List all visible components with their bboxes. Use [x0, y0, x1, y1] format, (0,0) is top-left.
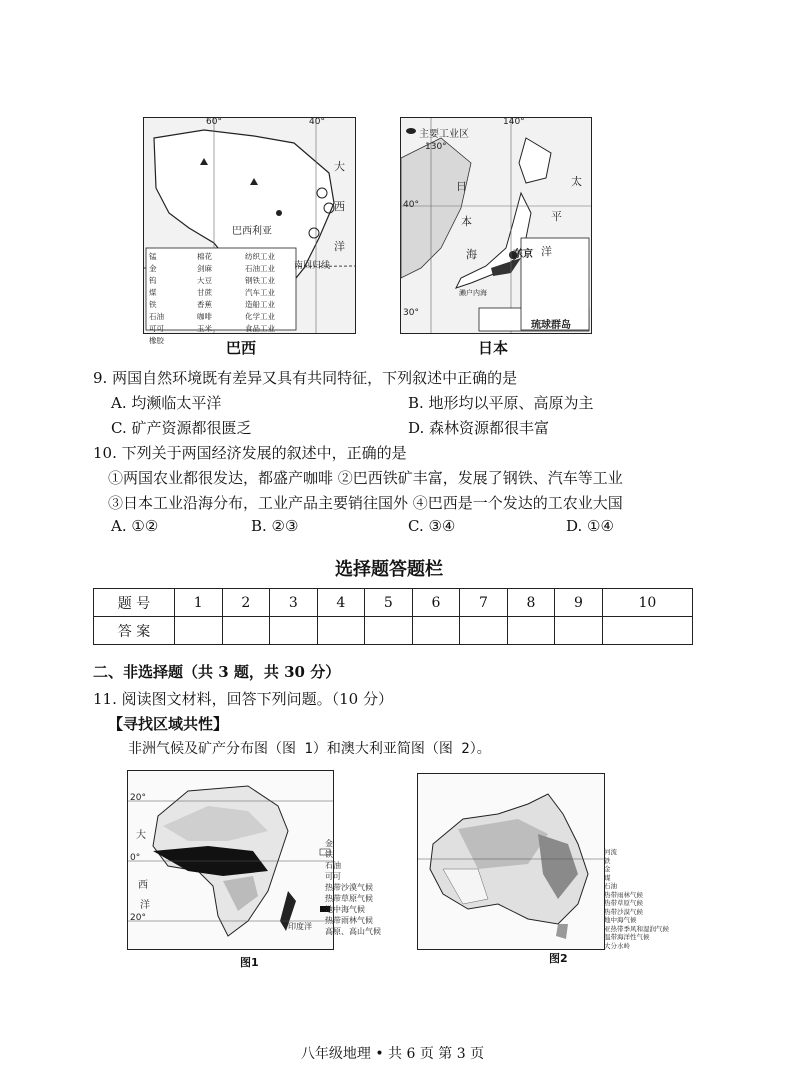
- q10-line2: ③日本工业沿海分布，工业产品主要销往国外 ④巴西是一个发达的工农业大国: [108, 494, 623, 512]
- japan-sea-2: 本: [461, 215, 472, 228]
- q10-stem: 10. 下列关于两国经济发展的叙述中，正确的是: [93, 444, 407, 462]
- africa-ocean-2: 西: [138, 880, 148, 891]
- q9-option-a: A. 均濒临太平洋: [111, 394, 222, 412]
- legend-item: 橡胶: [149, 336, 164, 345]
- answer-cell[interactable]: [507, 617, 555, 645]
- australia-caption: 图2: [549, 952, 568, 965]
- africa-indian-ocean: 印度洋: [288, 922, 312, 931]
- japan-lat-30: 30°: [403, 308, 419, 318]
- legend-item: 玉米: [197, 324, 212, 333]
- legend-item: 棉花: [197, 252, 212, 261]
- legend-item: 热带雨林气候: [325, 916, 373, 925]
- question-number: 8: [507, 589, 555, 617]
- africa-lat-3: 20°: [130, 913, 146, 923]
- q9-option-b: B. 地形均以平原、高原为主: [408, 394, 594, 412]
- answer-cell[interactable]: [555, 617, 603, 645]
- brazil-capital: 巴西利亚: [232, 222, 272, 237]
- japan-ocean-1: 太: [571, 175, 582, 188]
- brazil-ocean-2: 西: [334, 200, 345, 213]
- table-row: [94, 617, 693, 645]
- legend-item: 化学工业: [245, 312, 275, 321]
- japan-lon-140: 140°: [503, 117, 525, 127]
- legend-item: 汽车工业: [245, 288, 275, 297]
- japan-ryukyu: 琉球群岛: [531, 320, 571, 331]
- legend-item: 可可: [325, 872, 341, 881]
- japan-legend-title: 主要工业区: [419, 129, 469, 140]
- legend-item: 造船工业: [245, 300, 275, 309]
- row-label-answer: 答 案: [94, 617, 175, 645]
- africa-map: [127, 770, 334, 950]
- legend-item: 咖啡: [197, 312, 212, 321]
- answer-table-title: 选择题答题栏: [335, 559, 443, 580]
- legend-item: 铁: [325, 850, 333, 859]
- question-number: 7: [460, 589, 508, 617]
- answer-cell[interactable]: [412, 617, 460, 645]
- japan-ocean-2: 平: [551, 210, 562, 223]
- brazil-lon-60: 60°: [206, 117, 222, 127]
- japan-sea-3: 海: [466, 248, 477, 261]
- africa-ocean-3: 洋: [140, 900, 150, 911]
- q11-stem: 11. 阅读图文材料，回答下列问题。（10 分）: [93, 690, 393, 708]
- brazil-legend: [149, 251, 294, 346]
- legend-item: 温带海洋性气候: [604, 933, 650, 941]
- answer-cell[interactable]: [460, 617, 508, 645]
- brazil-tropic: 南回归线: [294, 261, 331, 271]
- legend-item: 热带草原气候: [604, 899, 643, 907]
- japan-map: [400, 117, 592, 334]
- japan-inland-sea: 濑户内海: [459, 289, 487, 297]
- row-label-number: 题 号: [94, 589, 175, 617]
- japan-ocean-3: 洋: [541, 245, 552, 258]
- japan-lon-130: 130°: [425, 142, 447, 152]
- legend-item: 热带沙漠气候: [325, 883, 373, 892]
- brazil-ocean-1: 大: [334, 160, 345, 173]
- q9-option-d: D. 森林资源都很丰富: [408, 419, 550, 437]
- legend-item: 甘蔗: [197, 288, 212, 297]
- brazil-lon-40: 40°: [309, 117, 325, 127]
- legend-item: 大豆: [197, 276, 212, 285]
- legend-item: 铁: [149, 300, 157, 309]
- legend-item: 河流: [604, 848, 617, 856]
- question-number: 2: [222, 589, 270, 617]
- africa-ocean-1: 大: [136, 830, 146, 841]
- question-number: 4: [317, 589, 365, 617]
- legend-item: 地中海气候: [604, 916, 637, 924]
- japan-lat-40: 40°: [403, 200, 419, 210]
- africa-legend: [325, 838, 381, 937]
- question-number: 6: [412, 589, 460, 617]
- answer-cell[interactable]: [175, 617, 223, 645]
- legend-item: 石油工业: [245, 264, 275, 273]
- answer-cell[interactable]: [270, 617, 318, 645]
- australia-legend: [604, 848, 669, 950]
- africa-lat-1: 20°: [130, 793, 146, 803]
- brazil-ocean-3: 洋: [334, 240, 345, 253]
- africa-caption: 图1: [240, 956, 259, 969]
- legend-item: 地中海气候: [325, 905, 365, 914]
- q11-description: 非洲气候及矿产分布图（图 1）和澳大利亚简图（图 2）。: [128, 741, 491, 757]
- page-footer: 八年级地理 • 共 6 页 第 3 页: [300, 1046, 485, 1062]
- legend-item: 热带沙漠气候: [604, 907, 643, 916]
- question-number: 3: [270, 589, 318, 617]
- japan-sea-1: 日: [456, 180, 467, 193]
- legend-item: 钢铁工业: [245, 276, 275, 285]
- q10-option-a: A. ①②: [111, 517, 159, 535]
- legend-item: 可可: [149, 324, 164, 333]
- q10-option-d: D. ①④: [566, 517, 614, 535]
- legend-item: 铁: [604, 856, 611, 865]
- africa-lat-2: 0°: [130, 853, 141, 863]
- brazil-caption: 巴西: [226, 339, 257, 357]
- question-number: 5: [365, 589, 413, 617]
- legend-item: 锰: [149, 252, 157, 261]
- australia-map: [417, 773, 605, 950]
- q9-option-c: C. 矿产资源都很匮乏: [111, 419, 252, 437]
- legend-item: 食品工业: [245, 324, 275, 333]
- answer-cell[interactable]: [365, 617, 413, 645]
- answer-table: [93, 588, 693, 645]
- legend-item: 煤: [149, 288, 157, 297]
- q9-stem: 9. 两国自然环境既有差异又具有共同特征，下列叙述中正确的是: [93, 369, 518, 387]
- legend-item: 金: [149, 264, 157, 273]
- legend-item: 石油: [325, 861, 341, 870]
- part2-heading: 二、非选择题（共 3 题，共 30 分）: [93, 663, 341, 681]
- answer-cell[interactable]: [317, 617, 365, 645]
- legend-item: 石油: [604, 882, 617, 890]
- japan-tokyo: 东京: [513, 249, 533, 260]
- legend-item: 煤: [604, 873, 611, 882]
- legend-item: 热带草原气候: [325, 894, 373, 903]
- legend-item: 高原、高山气候: [325, 927, 381, 936]
- legend-item: 剑麻: [197, 264, 212, 273]
- legend-item: 石油: [149, 312, 164, 321]
- question-number: 10: [602, 589, 692, 617]
- legend-item: 热带雨林气候: [604, 890, 643, 899]
- legend-item: 亚热带季风和湿润气候: [604, 924, 669, 933]
- answer-cell[interactable]: [602, 617, 692, 645]
- question-number: 1: [175, 589, 223, 617]
- japan-caption: 日本: [478, 339, 509, 357]
- answer-cell[interactable]: [222, 617, 270, 645]
- legend-item: 香蕉: [197, 300, 212, 309]
- legend-item: 金: [604, 865, 611, 873]
- legend-item: 大分水岭: [604, 941, 630, 950]
- table-row: [94, 589, 693, 617]
- q11-subheading: 【寻找区域共性】: [108, 715, 229, 733]
- q10-option-c: C. ③④: [408, 517, 456, 535]
- legend-item: 纺织工业: [245, 252, 275, 261]
- question-number: 9: [555, 589, 603, 617]
- legend-item: 金: [325, 839, 333, 848]
- brazil-map: [143, 117, 356, 345]
- q10-option-b: B. ②③: [251, 517, 299, 535]
- legend-item: 钨: [149, 276, 157, 285]
- q10-line1: ①两国农业都很发达，都盛产咖啡 ②巴西铁矿丰富，发展了钢铁、汽车等工业: [108, 469, 623, 487]
- australia-map-drawing: [418, 774, 604, 949]
